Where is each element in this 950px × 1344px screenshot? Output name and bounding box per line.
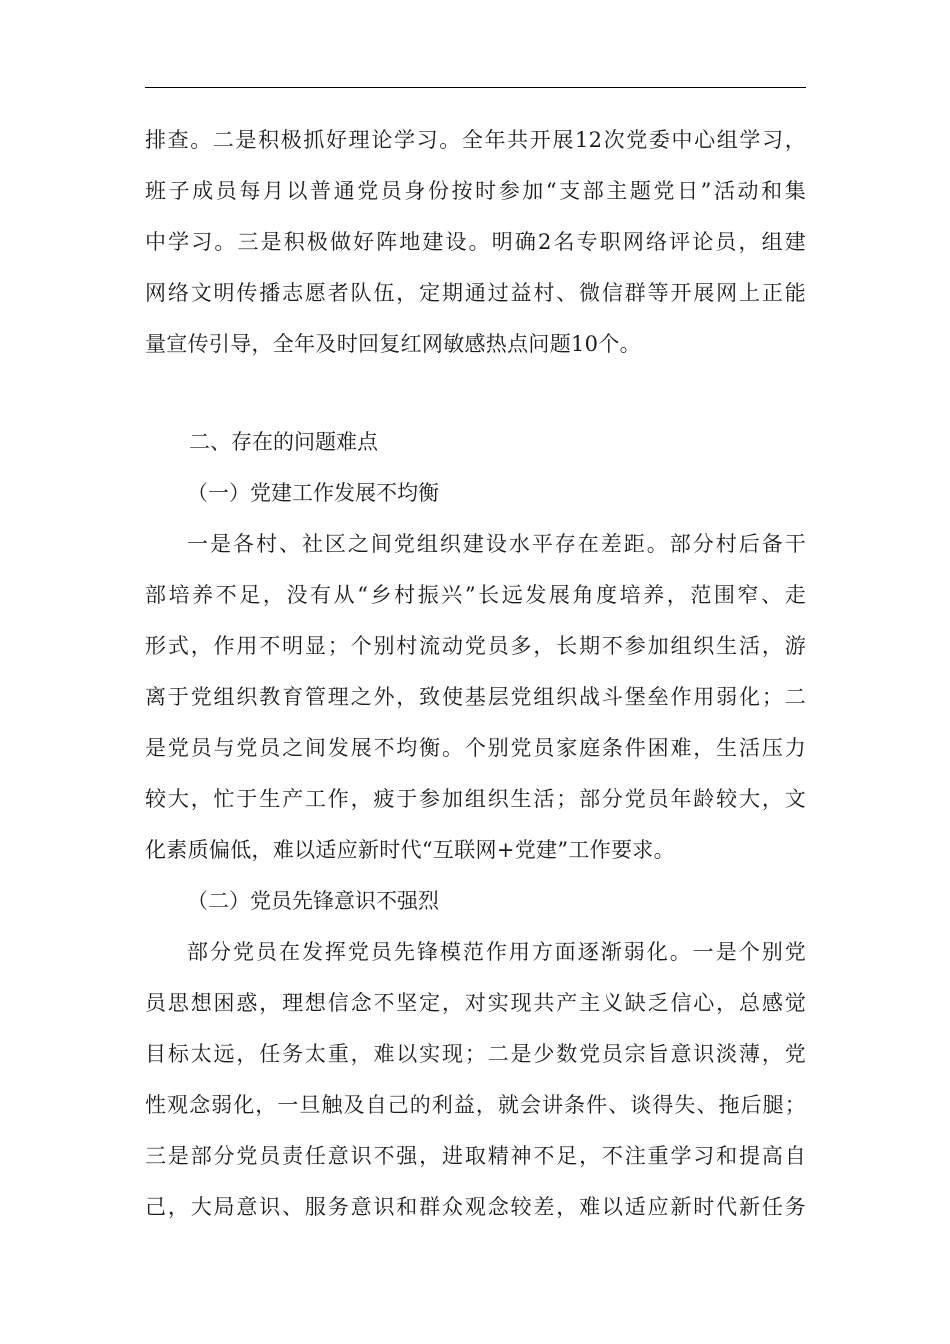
paragraph-line: 网络文明传播志愿者队伍，定期通过益村、微信群等开展网上正能	[145, 281, 806, 305]
paragraph-line: 性观念弱化，一旦触及自己的利益，就会讲条件、谈得失、拖后腿；	[145, 1093, 806, 1117]
paragraph-line: 是党员与党员之间发展不均衡。个别党员家庭条件困难，生活压力	[145, 736, 806, 760]
paragraph-line: 目标太远，任务太重，难以实现；二是少数党员宗旨意识淡薄，党	[145, 1042, 806, 1066]
paragraph-line: 中学习。三是积极做好阵地建设。明确2名专职网络评论员，组建	[145, 230, 806, 254]
paragraph-line: 员思想困惑，理想信念不坚定，对实现共产主义缺乏信心，总感觉	[145, 991, 806, 1015]
paragraph-line: 部培养不足，没有从“乡村振兴”长远发展角度培养，范围窄、走	[145, 583, 806, 607]
section-heading: 二、存在的问题难点	[189, 430, 378, 454]
paragraph-line: 己，大局意识、服务意识和群众观念较差，难以适应新时代新任务	[145, 1195, 806, 1219]
paragraph-line: 部分党员在发挥党员先锋模范作用方面逐渐弱化。一是个别党	[187, 940, 806, 964]
paragraph-line: 三是部分党员责任意识不强，进取精神不足，不注重学习和提高自	[145, 1144, 806, 1168]
paragraph-line: 班子成员每月以普通党员身份按时参加“支部主题党日”活动和集	[145, 179, 806, 203]
paragraph-line: 排查。二是积极抓好理论学习。全年共开展12次党委中心组学习，	[145, 128, 806, 152]
subsection-heading: （一）党建工作发展不均衡	[187, 481, 439, 505]
subsection-heading: （二）党员先锋意识不强烈	[187, 889, 439, 913]
paragraph-line: 较大，忙于生产工作，疲于参加组织生活；部分党员年龄较大，文	[145, 787, 806, 811]
paragraph-line: 化素质偏低，难以适应新时代“互联网+党建”工作要求。	[145, 838, 675, 862]
paragraph-line: 一是各村、社区之间党组织建设水平存在差距。部分村后备干	[187, 532, 806, 556]
paragraph-line: 量宣传引导，全年及时回复红网敏感热点问题10个。	[145, 332, 641, 356]
header-rule	[145, 87, 806, 88]
paragraph-line: 离于党组织教育管理之外，致使基层党组织战斗堡垒作用弱化；二	[145, 685, 806, 709]
paragraph-line: 形式，作用不明显；个别村流动党员多，长期不参加组织生活，游	[145, 634, 806, 658]
